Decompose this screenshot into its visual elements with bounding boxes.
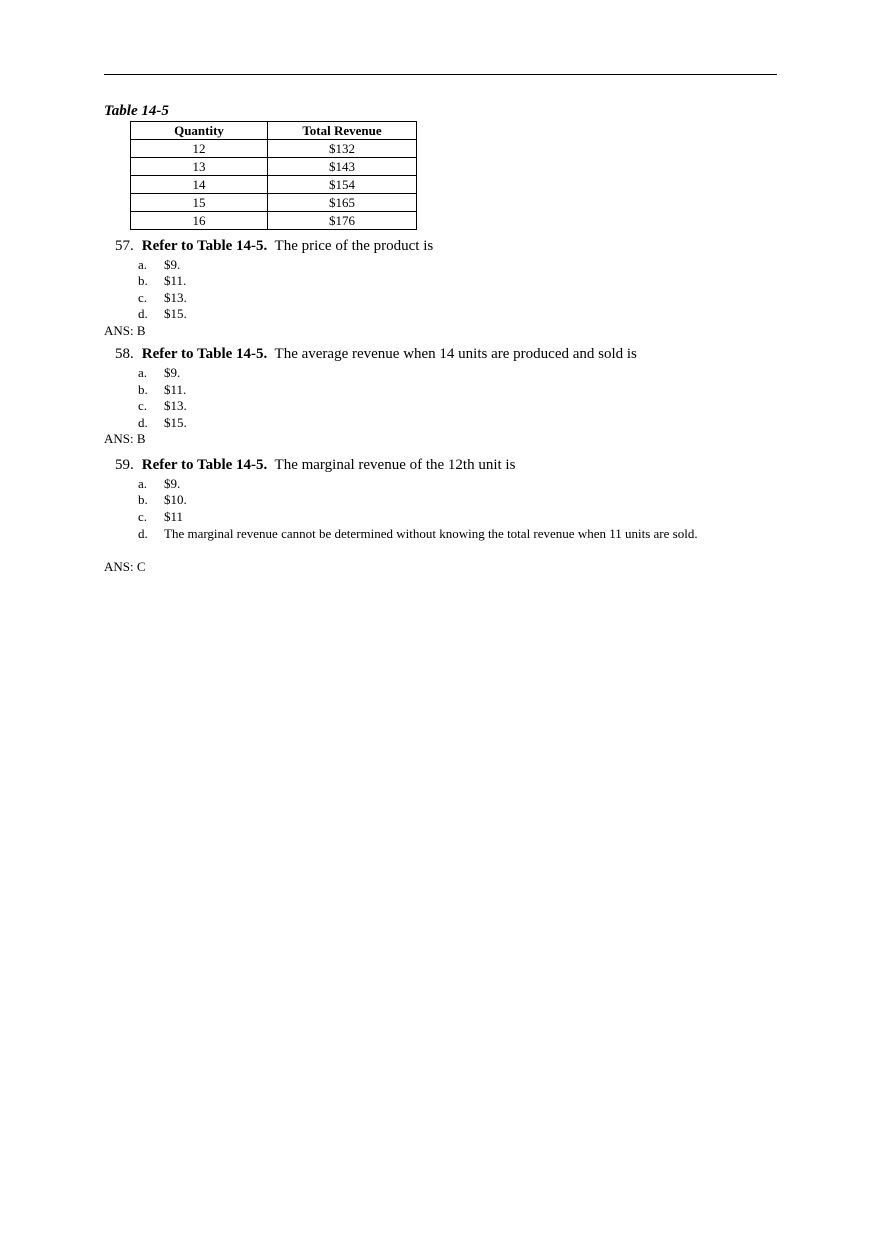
- question-number: 57.: [115, 238, 134, 254]
- option-d: [138, 306, 187, 322]
- revenue-table: [130, 121, 417, 230]
- question-text: The price of the product is: [274, 238, 434, 254]
- option-d: [138, 415, 187, 431]
- question-59: [115, 457, 515, 474]
- quantity-cell: 15: [131, 194, 268, 212]
- option-a: [138, 257, 180, 273]
- table-row: [131, 158, 417, 176]
- option-letter: a.: [138, 476, 148, 491]
- option-letter: a.: [138, 257, 148, 272]
- option-text: $11.: [164, 382, 187, 397]
- question-text: The average revenue when 14 units are produced and sold is: [274, 346, 637, 362]
- answer-58: ANS: B: [104, 431, 146, 446]
- revenue-cell: $143: [268, 158, 417, 176]
- option-text: $15.: [164, 306, 187, 321]
- option-text: $10.: [164, 492, 187, 507]
- option-c: [138, 290, 187, 306]
- option-d: [138, 525, 723, 542]
- revenue-cell: $176: [268, 212, 417, 230]
- option-letter: b.: [138, 273, 148, 288]
- question-text: The marginal revenue of the 12th unit is: [274, 457, 516, 473]
- option-text: The marginal revenue cannot be determined without knowing the total revenue when 11 units are sold.: [164, 526, 698, 541]
- option-c: [138, 509, 183, 525]
- column-header-total-revenue: Total Revenue: [268, 122, 417, 140]
- question-58: [115, 346, 637, 363]
- option-letter: b.: [138, 382, 148, 397]
- revenue-cell: $154: [268, 176, 417, 194]
- option-a: [138, 365, 180, 381]
- option-letter: c.: [138, 509, 148, 524]
- option-text: $9.: [164, 476, 181, 491]
- table-row: [131, 176, 417, 194]
- question-number: 59.: [115, 457, 134, 473]
- answer-59: ANS: C: [104, 559, 146, 574]
- option-letter: d.: [138, 415, 148, 430]
- quantity-cell: 13: [131, 158, 268, 176]
- option-a: [138, 476, 180, 492]
- option-letter: a.: [138, 365, 148, 380]
- option-text: $11: [164, 509, 184, 524]
- option-c: [138, 398, 187, 414]
- option-letter: d.: [138, 306, 148, 321]
- option-text: $9.: [164, 257, 181, 272]
- quantity-cell: 12: [131, 140, 268, 158]
- option-b: [138, 273, 186, 289]
- option-text: $15.: [164, 415, 187, 430]
- column-header-quantity: Quantity: [131, 122, 268, 140]
- option-text: $13.: [164, 398, 187, 413]
- table-header-row: [131, 122, 417, 140]
- question-number: 58.: [115, 346, 134, 362]
- question-57: [115, 238, 433, 255]
- question-reference: Refer to Table 14-5.: [141, 346, 268, 362]
- table-row: [131, 194, 417, 212]
- option-text: $11.: [164, 273, 187, 288]
- question-reference: Refer to Table 14-5.: [141, 238, 268, 254]
- answer-57: ANS: B: [104, 323, 146, 338]
- option-text: $9.: [164, 365, 181, 380]
- option-letter: c.: [138, 290, 148, 305]
- header-rule: [104, 74, 777, 75]
- table-row: [131, 212, 417, 230]
- revenue-cell: $165: [268, 194, 417, 212]
- option-letter: c.: [138, 398, 148, 413]
- option-b: [138, 492, 187, 508]
- quantity-cell: 14: [131, 176, 268, 194]
- option-letter: b.: [138, 492, 148, 507]
- option-text: $13.: [164, 290, 187, 305]
- question-reference: Refer to Table 14-5.: [141, 457, 268, 473]
- table-row: [131, 140, 417, 158]
- table-title: Table 14-5: [104, 103, 169, 119]
- option-b: [138, 382, 186, 398]
- option-letter: d.: [138, 526, 148, 541]
- revenue-cell: $132: [268, 140, 417, 158]
- quantity-cell: 16: [131, 212, 268, 230]
